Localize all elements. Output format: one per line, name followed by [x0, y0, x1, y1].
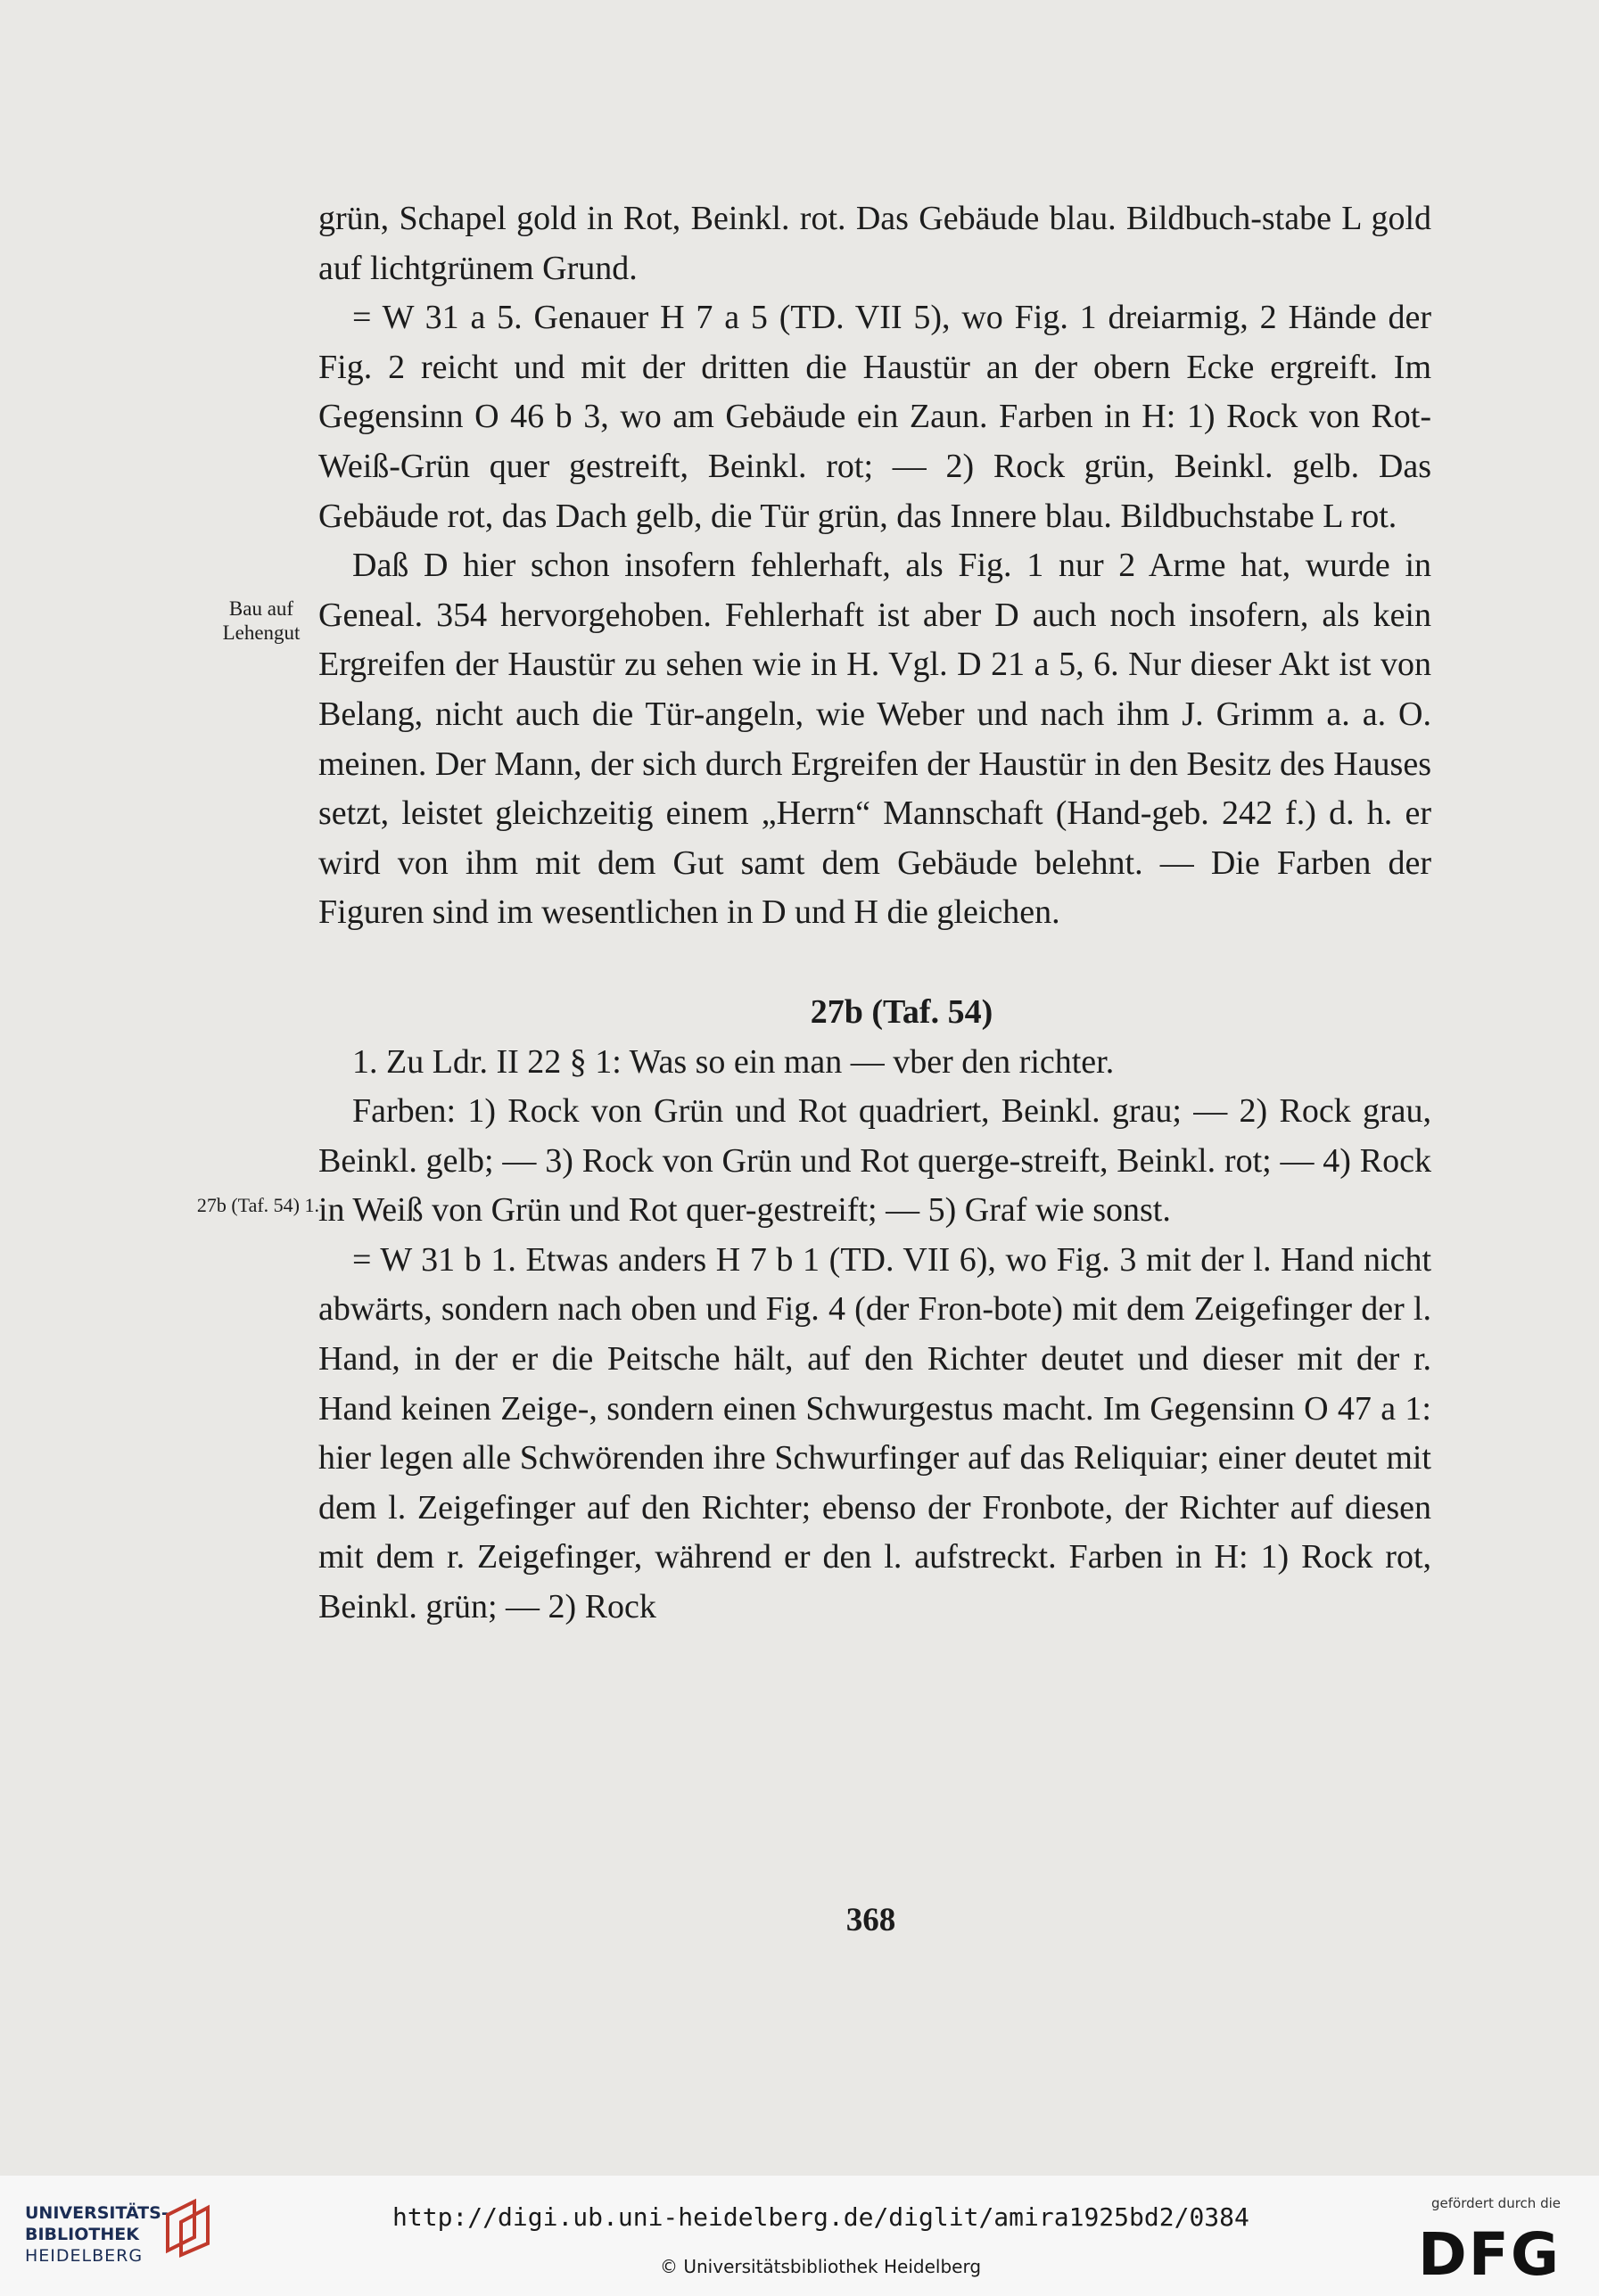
library-mark-icon	[159, 2197, 221, 2259]
marginal-note-27b: 27b (Taf. 54) 1.	[196, 1194, 319, 1216]
paragraph: grün, Schapel gold in Rot, Beinkl. rot. Das Gebäude blau. Bildbuch-stabe L gold auf lichtgrünem Grund.	[318, 200, 1431, 287]
paragraph: Daß D hier schon insofern fehlerhaft, als Fig. 1 nur 2 Arme hat, wurde in Geneal. 354 hervorgehoben. Fehlerhaft ist aber D auch noch insofern, als kein Ergreifen der Haustür zu sehen wie in H. Vgl. D 21 a 5, 6. Nur dieser Akt ist von Belang, nicht auch die Tür-angeln, wie Weber und nach ihm J. Grimm a. a. O. meinen. Der Mann, der sich durch Ergreifen der Haustür in den Besitz des Hauses setzt, leistet gleichzeitig einem „Herrn“ Mannschaft (Hand-geb. 242 f.) d. h. er wird von ihm mit dem Gut samt dem Gebäude belehnt. — Die Farben der Figuren sind im wesentlichen in D und H die gleichen.	[318, 547, 1431, 932]
marginal-note-line: Lehengut	[222, 621, 301, 644]
paragraph: = W 31 a 5. Genauer H 7 a 5 (TD. VII 5), wo Fig. 1 dreiarmig, 2 Hände der Fig. 2 reicht und mit der dritten die Haustür an der obern Ecke ergreift. Im Gegensinn O 46 b 3, wo am Gebäude ein Zaun. Farben in H: 1) Rock von Rot-Weiß-Grün quer gestreift, Beinkl. rot; — 2) Rock grün, Beinkl. gelb. Das Gebäude rot, das Dach gelb, die Tür grün, das Innere blau. Bildbuchstabe L rot.	[318, 299, 1431, 535]
library-name-line: UNIVERSITÄTS-	[25, 2203, 169, 2223]
library-name-line: BIBLIOTHEK	[25, 2225, 139, 2244]
library-name-line: HEIDELBERG	[25, 2246, 144, 2266]
footer-bar	[0, 2176, 1599, 2296]
marginal-note-bau-auf-lehengut	[194, 597, 328, 645]
page-number: 368	[845, 1902, 896, 1938]
paragraph: = W 31 b 1. Etwas anders H 7 b 1 (TD. VII 6), wo Fig. 3 mit der l. Hand nicht abwärts, sondern nach oben und Fig. 4 (der Fron-bote) mit dem Zeigefinger der l. Hand, in der er die Peitsche hält, auf den Richter deutet und dieser mit der r. Hand keinen Zeige-, sondern einen Schwurgestus macht. Im Gegensinn O 47 a 1: hier legen alle Schwörenden ihre Schwurfinger auf das Reliquiar; einer deutet mit dem l. Zeigefinger auf den Richter; ebenso der Fronbote, der Richter auf diesen mit dem r. Zeigefinger, während er den l. aufstreckt. Farben in H: 1) Rock rot, Beinkl. grün; — 2) Rock	[318, 1240, 1431, 1626]
library-logo[interactable]	[25, 2202, 169, 2267]
paragraph: Farben: 1) Rock von Grün und Rot quadriert, Beinkl. grau; — 2) Rock grau, Beinkl. gelb; — 3) Rock von Grün und Rot querge-streift, Beinkl. rot; — 4) Rock in Weiß von Grün und Rot quer-gestreift; — 5) Graf wie sonst.	[318, 1092, 1431, 1230]
footer-url-link[interactable]: http://digi.ub.uni-heidelberg.de/diglit/amira1925bd2/0384	[392, 2202, 1249, 2232]
footer-copyright: © Universitätsbibliothek Heidelberg	[660, 2256, 982, 2277]
item-heading: 1. Zu Ldr. II 22 § 1: Was so ein man — vber den richter.	[352, 1042, 1115, 1081]
dfg-logo[interactable]: DFG	[1418, 2220, 1562, 2289]
marginal-note-line: Bau auf	[228, 597, 294, 620]
section-heading: 27b (Taf. 54)	[810, 992, 993, 1031]
dfg-caption: gefördert durch die	[1431, 2195, 1561, 2211]
body-text	[318, 194, 1431, 1633]
